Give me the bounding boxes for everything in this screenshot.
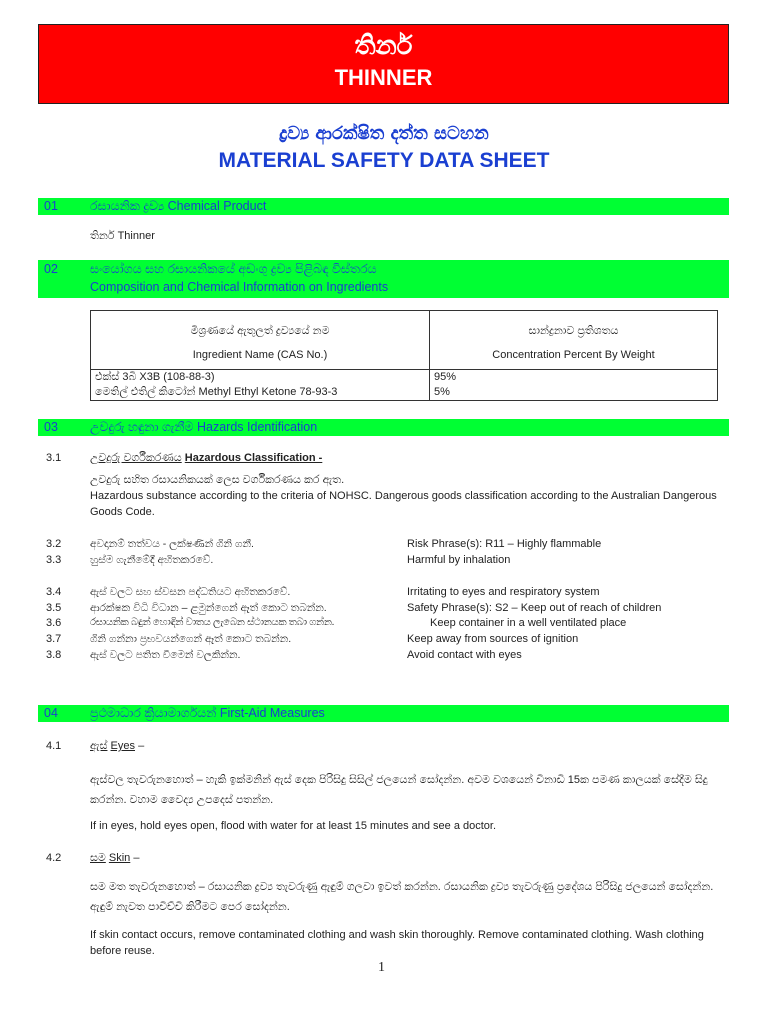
classification-heading [90,450,322,466]
product-name-si: තිනර් [90,230,115,242]
table-row [91,370,718,401]
classification-body-en: Hazardous substance according to the criteria of NOHSC. Dangerous goods classification according to the Australian Dangerous Goods Code. [90,490,717,518]
heading-dash: – [138,740,145,752]
hazard-item-en: Risk Phrase(s): R11 – Highly flammable [407,538,602,550]
skin-heading [90,850,139,866]
section-title-en: First-Aid Measures [219,706,325,720]
ingredient-name-header [91,311,430,370]
ingredient-name: එක්ස් 3බී X3B (108-88-3) [95,371,215,383]
hazard-item-en: Irritating to eyes and respiratory system [407,586,600,598]
concentration-header [430,311,718,370]
header-en: Concentration Percent By Weight [492,349,655,361]
subtitle-english: MATERIAL SAFETY DATA SHEET [218,149,550,172]
skin-body-en: If skin contact occurs, remove contaminated clothing and wash skin thoroughly. Remove contaminated clothing. Wash clothing before reuse. [90,929,704,957]
section-title-en: Composition and Chemical Information on Ingredients [90,280,389,294]
header-si: මිශ්‍රණයේ ඇතුලත් ද්‍රව්‍යයේ නම [190,325,330,337]
section-title [90,199,266,214]
classification-heading-en: Hazardous Classification - [184,452,323,464]
item-number: 3.2 [46,538,62,550]
hazard-item-si: අවදානම් තත්වය - ලක්ෂණින් ගිනි ගනී. [90,538,254,550]
item-number: 3.6 [46,617,62,629]
concentration-value: 95% [434,371,457,383]
eyes-body-si: ඇස්වල තැවරුනහොත් – හැකි ඉක්මනින් ඇස් දෙක පිරිසිදු සිසිල් ජලයෙන් සෝදන්න. අවම වශයෙන් විනාඩි 15ක පමණ කාලයක් සේදීම සිදු කරන්න. වහාම වෛද්‍ය උපදෙස් පතන්න. [90,774,708,806]
product-name [90,228,155,244]
item-number: 3.3 [46,554,62,566]
hazard-item-en: Keep container in a well ventilated place [430,617,627,629]
section-title-si: සංයෝගය සහ රසායනිකයේ අඩංගු ද්‍රව්‍ය පිළිබඳ විස්තරය [90,262,377,276]
skin-heading-si: සම [90,852,106,864]
hazard-item-en: Keep away from sources of ignition [407,633,579,645]
section-title [90,420,317,435]
item-number: 3.8 [46,649,62,661]
eyes-heading [90,738,144,754]
page-number: 1 [378,960,385,975]
item-number: 3.5 [46,602,62,614]
section-title-en: Hazards Identification [197,420,318,434]
hazard-item-en: Avoid contact with eyes [407,649,522,661]
section-04-bar [38,705,729,722]
item-number: 3.7 [46,633,62,645]
section-03-bar [38,419,729,436]
ingredients-table [90,310,718,401]
eyes-heading-en: Eyes [110,740,135,752]
concentration-cell [430,370,718,401]
ingredient-name: මෙතිල් එතිල් කිටෝන් Methyl Ethyl Ketone 78-93-3 [95,386,338,398]
concentration-value: 5% [434,386,450,398]
section-number: 04 [44,706,58,720]
section-title-en: Chemical Product [167,199,267,213]
eyes-heading-si: ඇස් [90,740,108,752]
title-box [38,24,729,104]
skin-body-si: සම මත තැවරුනහොත් – රසායනික ද්‍රව්‍ය තැවරුණු ඇඳුම් ගලවා ඉවත් කරන්න. රසායනික ද්‍රව්‍ය තැවරුණු ප්‍රදේශය පිරිසිදු ජලයෙන් සෝදන්න. ඇඳුම් නැවත පාවිච්චි කිරීමට පෙර සෝදන්න. [90,881,714,913]
classification-body-si: උවදුරු සහිත රසායනිකයක් ලෙස වර්ගීකරණය කර ඇත. [90,474,345,486]
eyes-body-en: If in eyes, hold eyes open, flood with water for at least 15 minutes and see a doctor. [90,820,497,832]
header-si: සාන්ද්‍රනාව ප්‍රතිශතය [528,325,619,337]
product-name-en: Thinner [117,230,155,242]
section-title-si: රසායනික ද්‍රව්‍ය [90,199,165,213]
item-number: 4.2 [46,852,62,864]
section-number: 01 [44,199,58,213]
hazard-item-si: ආරක්ෂක විධි විධාන – ළමුන්ගෙන් ඈත් කොට තබන්න. [90,602,327,614]
section-01-bar [38,198,729,215]
hazard-item-en: Safety Phrase(s): S2 – Keep out of reach of children [407,602,662,614]
item-number: 3.1 [46,452,62,464]
section-number: 02 [44,262,58,276]
section-title [90,706,325,721]
hazard-item-si: ඇස් වලට සහ ස්වසන පද්ධතියට අහිතකරවේ. [90,586,291,598]
subtitle-sinhala: ද්‍රව්‍ය ආරක්ෂිත දත්ත සටහන [279,123,489,144]
section-title-si: උවදුරු හඳුනා ගැනීම [90,420,194,434]
section-02-bar [38,260,729,298]
item-number: 4.1 [46,740,62,752]
classification-heading-si: උවදුරු වර්ගීකරණය [90,452,182,464]
hazard-item-si: රසායනික බඳුන් හොඳින් වාතය ලැබෙන ස්ථානයක තබා ගන්න. [90,617,335,628]
heading-dash: – [133,852,140,864]
section-title-si: ප්‍රථමාධාර ක්‍රියාමාර්ගයන් [90,706,217,720]
hazard-item-si: ඇස් වලට පතිත වීමෙන් වලකින්න. [90,649,241,661]
table-header-row [91,311,718,370]
title-sinhala: තිනර් [354,31,413,61]
header-en: Ingredient Name (CAS No.) [192,349,328,361]
ingredient-names-cell [91,370,430,401]
section-number: 03 [44,420,58,434]
hazard-item-si: ගිනි ගන්නා ප්‍රභවයන්ගෙන් ඈත් කොට තබන්න. [90,633,292,645]
hazard-item-en: Harmful by inhalation [407,554,511,566]
hazard-item-si: හුස්ම ගැනීමේදී අහිතකරවේ. [90,554,214,566]
title-english: THINNER [334,65,433,90]
skin-heading-en: Skin [108,852,131,864]
item-number: 3.4 [46,586,62,598]
